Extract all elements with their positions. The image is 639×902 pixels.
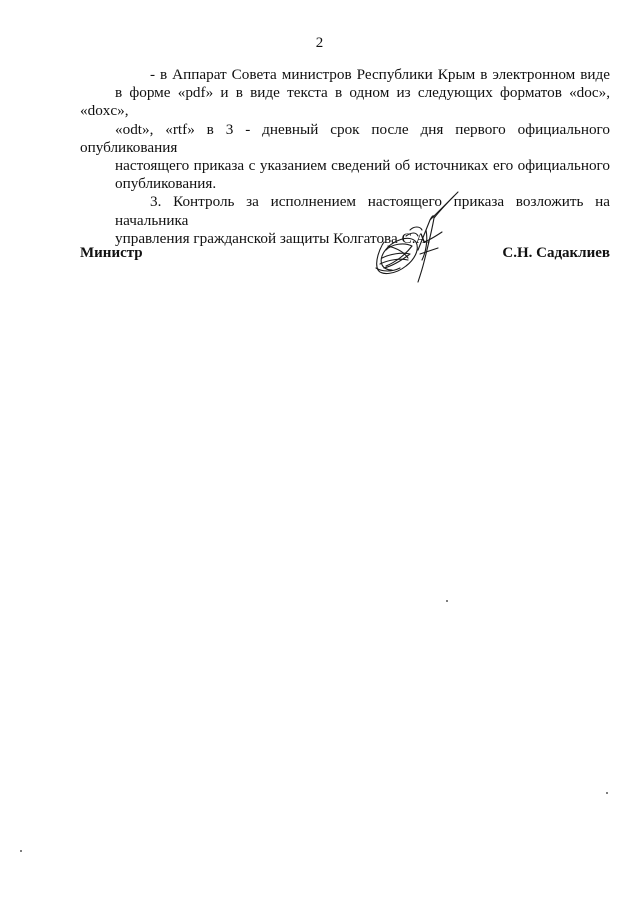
signatory-name: С.Н. Садаклиев	[502, 245, 610, 261]
text-line: - в Аппарат Совета министров Республики Крым в электронном виде	[150, 66, 610, 83]
scan-speck	[446, 600, 448, 602]
text-line: 3. Контроль за исполнением настоящего приказа возложить на начальника	[115, 193, 610, 229]
scan-speck	[20, 850, 22, 852]
document-body	[80, 66, 610, 248]
handwritten-signature	[362, 190, 472, 285]
signature-block	[80, 240, 610, 300]
text-line: управления гражданской защиты Колгатова С.А.	[115, 229, 431, 247]
signatory-title: Министр	[80, 245, 143, 261]
text-line: в форме «pdf» и в виде текста в одном из следующих форматов «doc», «doxc»,	[80, 84, 610, 120]
text-line: «odt», «rtf» в 3 - дневный срок после дня первого официального опубликования	[80, 120, 610, 156]
scan-speck	[606, 792, 608, 794]
text-line: настоящего приказа с указанием сведений об источниках его официального	[115, 157, 610, 175]
paragraph-distribution	[80, 66, 610, 193]
page-number: 2	[315, 35, 324, 51]
text-line: опубликования.	[115, 175, 217, 193]
